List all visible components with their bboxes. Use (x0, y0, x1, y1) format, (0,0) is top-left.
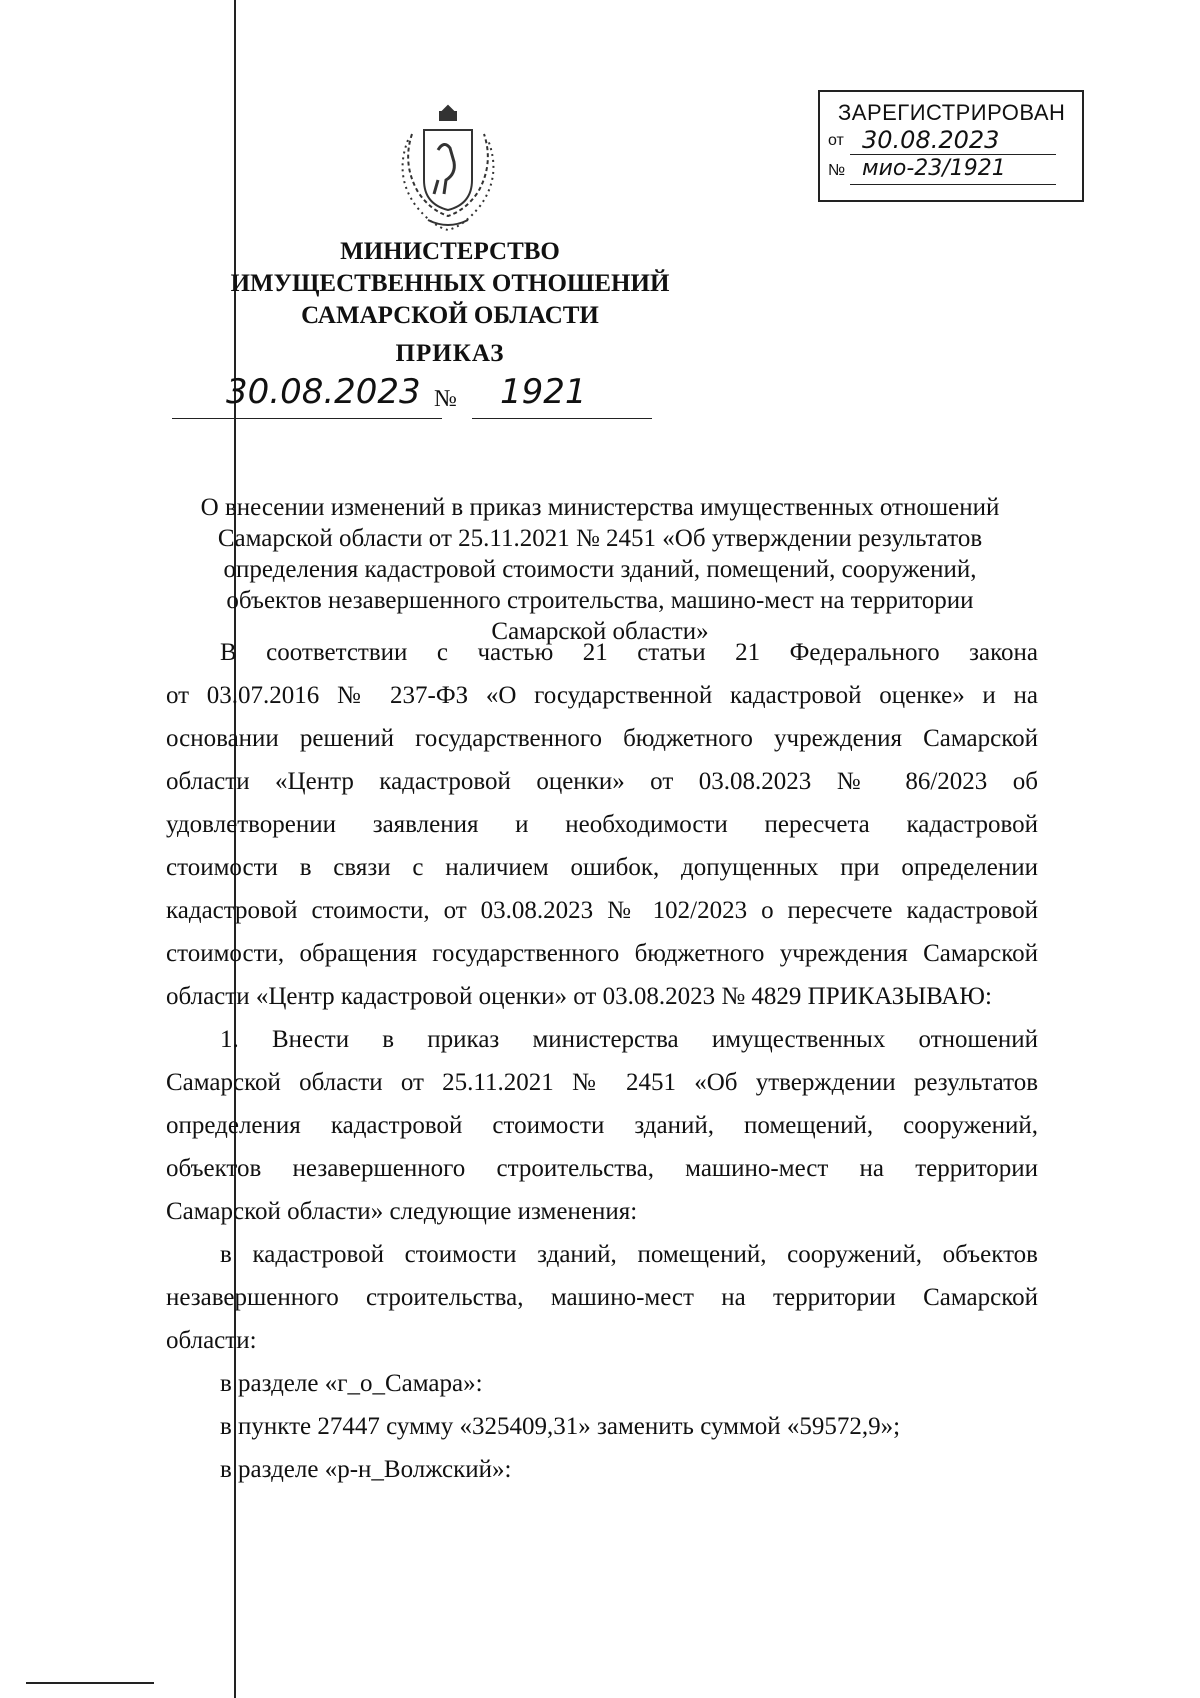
stamp-number-row (828, 156, 1006, 181)
body-line: объектов незавершенного строительства, машино-мест на территории (166, 1155, 1038, 1182)
body-line: в разделе «г_о_Самара»: (220, 1370, 483, 1397)
body-line: незавершенного строительства, машино-мест на территории Самарской (166, 1284, 1038, 1311)
footer-rule (26, 1682, 154, 1684)
body-line: в разделе «р-н_Волжский»: (220, 1456, 512, 1483)
order-number-sign: № (434, 386, 457, 412)
ministry-name-line-2: ИМУЩЕСТВЕННЫХ ОТНОШЕНИЙ (230, 270, 670, 297)
stamp-date-handwritten: 30.08.2023 (862, 126, 1000, 154)
order-heading: ПРИКАЗ (395, 340, 505, 367)
body-line: стоимости в связи с наличием ошибок, допущенных при определении (166, 854, 1038, 881)
body-line: определения кадастровой стоимости зданий, помещений, сооружений, (166, 1112, 1038, 1139)
stamp-title: ЗАРЕГИСТРИРОВАН (838, 100, 1066, 125)
title-line: Самарской области» (491, 618, 709, 645)
order-date-underline (172, 418, 442, 419)
body-line: в кадастровой стоимости зданий, помещений, сооружений, объектов (220, 1241, 1038, 1268)
stamp-date-row (828, 126, 1000, 154)
body-line: области: (166, 1327, 257, 1354)
order-date-handwritten: 30.08.2023 (226, 372, 421, 412)
stamp-number-handwritten: мио-23/1921 (862, 156, 1006, 181)
stamp-from-label: от (828, 132, 844, 149)
stamp-number-underline (850, 184, 1056, 185)
body-line: Самарской области от 25.11.2021 № 2451 «Об утверждении результатов (166, 1069, 1038, 1096)
body-line: удовлетворении заявления и необходимости пересчета кадастровой (166, 811, 1038, 838)
body-line: стоимости, обращения государственного бюджетного учреждения Самарской (166, 940, 1038, 967)
ministry-name-line-1: МИНИСТЕРСТВО (340, 238, 560, 265)
body-line: области «Центр кадастровой оценки» от 03.08.2023 № 4829 ПРИКАЗЫВАЮ: (166, 983, 992, 1010)
body-line: основании решений государственного бюджетного учреждения Самарской (166, 725, 1038, 752)
title-line: О внесении изменений в приказ министерства имущественных отношений (200, 494, 1000, 521)
body-line: области «Центр кадастровой оценки» от 03.08.2023 № 86/2023 об (166, 768, 1038, 795)
order-number-underline (472, 418, 652, 419)
body-line: в пункте 27447 сумму «325409,31» заменить суммой «59572,9»; (220, 1413, 901, 1440)
body-line: В соответствии с частью 21 статьи 21 Федерального закона (220, 639, 1038, 666)
body-line: Самарской области» следующие изменения: (166, 1198, 638, 1225)
body-line: кадастровой стоимости, от 03.08.2023 № 102/2023 о пересчете кадастровой (166, 897, 1038, 924)
title-line: определения кадастровой стоимости зданий, помещений, сооружений, (223, 556, 977, 583)
registration-stamp (818, 90, 1084, 202)
body-line: от 03.07.2016 № 237-ФЗ «О государственной кадастровой оценке» и на (166, 682, 1038, 709)
ministry-name-line-3: САМАРСКОЙ ОБЛАСТИ (301, 302, 599, 329)
order-subject-title (150, 492, 1050, 647)
body-line: 1. Внести в приказ министерства имущественных отношений (220, 1026, 1038, 1053)
title-line: Самарской области от 25.11.2021 № 2451 «Об утверждении результатов (217, 525, 983, 552)
title-line: объектов незавершенного строительства, машино-мест на территории (226, 587, 974, 614)
order-number-handwritten: 1921 (500, 372, 587, 412)
coat-of-arms-emblem (388, 100, 508, 236)
stamp-date-underline (850, 154, 1056, 155)
stamp-number-label: № (828, 162, 846, 179)
